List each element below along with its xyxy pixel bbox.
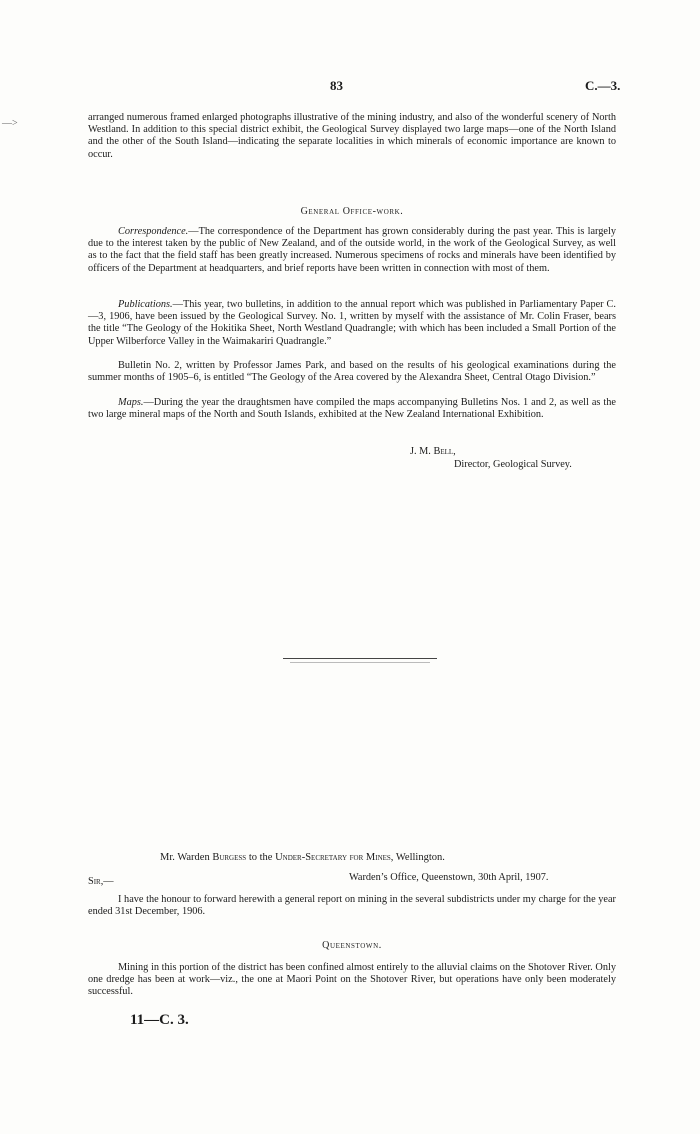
intro-paragraph: arranged numerous framed enlarged photographs illustrative of the mining industry, and also of the wonderful scenery of North Westland. In addition to this special district exhibit, the Geological Survey displayed two large maps—one of the North Island and the other of the South Island—indicating the separate localities in which minerals of economic importance are known to occur. — [88, 112, 616, 160]
letter-sender: Burgess — [212, 852, 247, 863]
letter-body: I have the honour to forward herewith a general report on mining in the several subdistricts under my charge for the year ended 31st December, 1906. — [88, 894, 616, 918]
maps-text: —During the year the draughtsmen have compiled the maps accompanying Bulletins Nos. 1 and 2, as well as the two large mineral maps of the North and South Islands, exhibited at the New Zealand International Exhibition. — [88, 397, 616, 421]
signature-title: Director, Geological Survey. — [454, 459, 572, 470]
letter-to: to the — [248, 852, 273, 863]
publications-title: Publications. — [118, 299, 173, 310]
section-divider — [283, 658, 437, 659]
bulletin-two-paragraph: Bulletin No. 2, written by Professor James Park, and based on the results of his geological examinations during the summer months of 1905–6, is entitled “The Geology of the Area covered by the Alexandra Sheet, Central Otago Division.” — [88, 360, 616, 384]
letter-recipient: Under-Secretary for Mines, — [275, 852, 394, 863]
correspondence-text: —The correspondence of the Department has grown considerably during the past year. This is largely due to the interest taken by the public of New Zealand, and of the outside world, in the work of the Geological Survey, as well as to the fact that the field staff has been greatly increased. Numerous specimens of rocks and minerals have been identified by officers of the Department at headquarters, and brief reports have been written in connection with most of them. — [88, 226, 616, 274]
signature-name — [410, 446, 456, 457]
signature-mark: 11—C. 3. — [130, 1012, 189, 1028]
signature-surname: Bell, — [433, 446, 456, 457]
letter-place: Wellington. — [395, 852, 445, 863]
signature-initials: J. M. — [410, 446, 431, 457]
publications-text: —This year, two bulletins, in addition to the annual report which was published in Parliamentary Paper C.—3, 1906, have been issued by the Geological Survey. No. 1, written by myself with the assistance of Mr. Colin Fraser, bears the title “The Geology of the Hokitika Sheet, North Westland Quadrangle; with which has been included a Small Portion of the Upper Wilberforce Valley in the Waimakariri Quadrangle.” — [88, 299, 616, 347]
queenstown-paragraph: Mining in this portion of the district has been confined almost entirely to the alluvial claims on the Shotover River. Only one dredge has been at work—viz., the one at Maori Point on the Shotover River, but operations have only been moderately successful. — [88, 962, 616, 998]
general-office-heading: General Office-work. — [300, 206, 404, 217]
correspondence-title: Correspondence. — [118, 226, 189, 237]
maps-title: Maps. — [118, 397, 144, 408]
document-reference: C.—3. — [585, 78, 621, 93]
correspondence-paragraph — [88, 226, 616, 275]
page-number: 83 — [330, 78, 343, 93]
margin-mark: —> — [2, 118, 18, 129]
letter-prefix: Mr. Warden — [160, 852, 210, 863]
letter-heading — [160, 852, 445, 863]
maps-paragraph — [88, 397, 616, 421]
section-divider-shadow — [290, 662, 430, 663]
salutation: Sir,— — [88, 876, 114, 887]
office-date: Warden’s Office, Queenstown, 30th April, 1907. — [349, 872, 549, 883]
queenstown-heading: Queenstown. — [322, 940, 382, 951]
publications-paragraph — [88, 299, 616, 348]
